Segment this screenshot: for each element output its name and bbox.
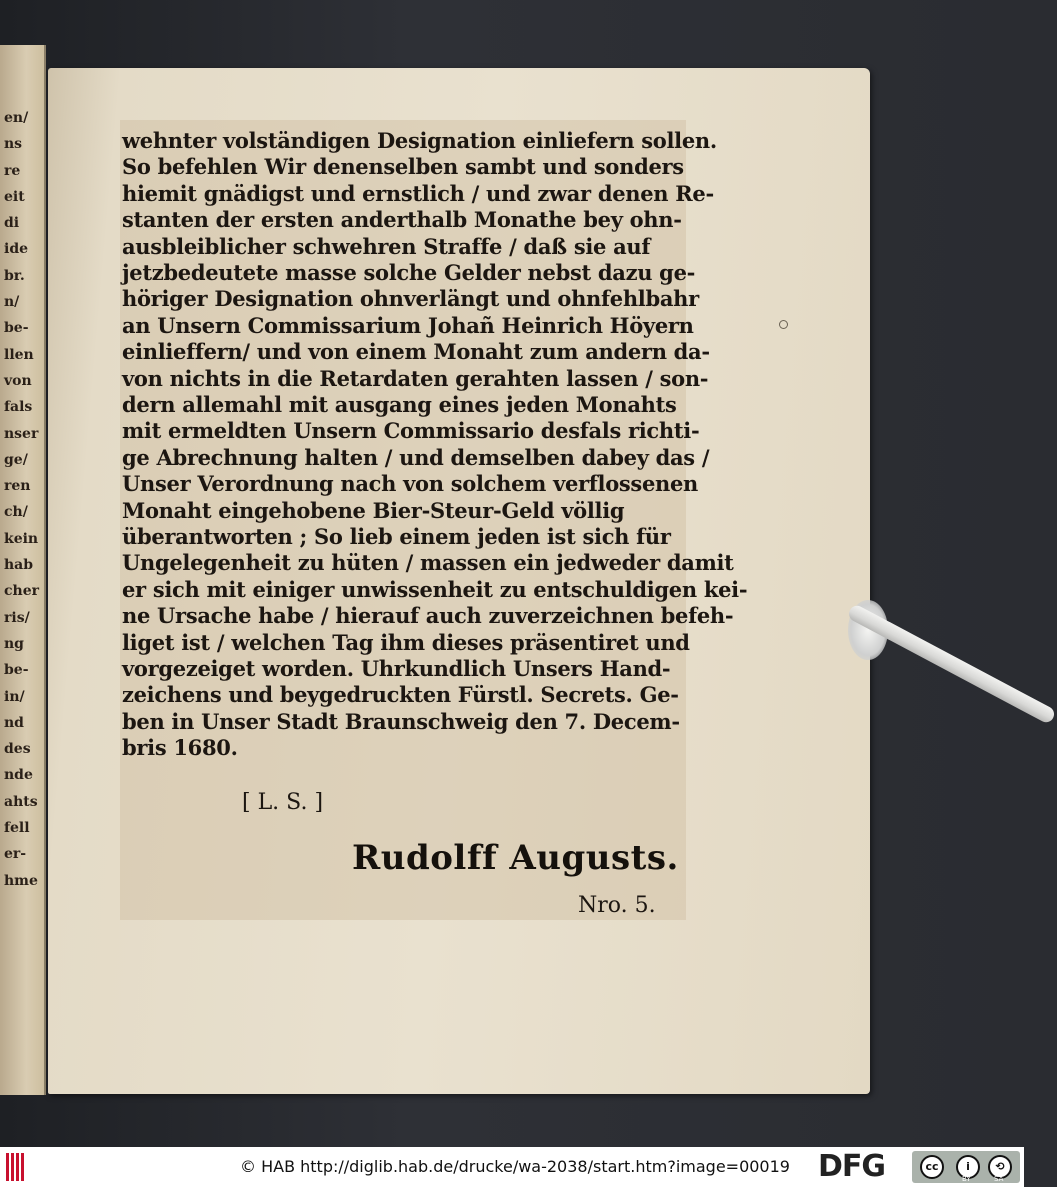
text-line: an Unsern Commissarium Johañ Heinrich Höyern: [122, 312, 694, 338]
cc-license-badge[interactable]: [912, 1151, 1020, 1183]
text-line: höriger Designation ohnverlängt und ohnfehlbahr: [122, 286, 699, 312]
text-line: ben in Unser Stadt Braunschweig den 7. Decem-: [122, 708, 680, 734]
text-line: wehnter volständigen Designation einliefern sollen.: [122, 128, 717, 153]
signature: Rudolff Augusts.: [352, 838, 679, 878]
previous-page-edge: [0, 45, 46, 1095]
seal-mark: [ L. S. ]: [242, 790, 324, 815]
text-line: mit ermeldten Unsern Commissario desfals richti-: [122, 418, 700, 444]
by-icon: i: [956, 1155, 980, 1179]
text-line: stanten der ersten anderthalb Monathe bey ohn-: [122, 207, 682, 233]
flag-icon: [6, 1153, 24, 1181]
sa-label: SA: [994, 1175, 1004, 1183]
text-line: liget ist / welchen Tag ihm dieses präsentiret und: [122, 629, 690, 655]
footer-bar: [0, 1147, 1024, 1187]
text-line: Unser Verordnung nach von solchem verflossenen: [122, 471, 699, 497]
text-line: überantworten ; So lieb einem jeden ist sich für: [122, 524, 671, 549]
text-line: ausbleiblicher schwehren Straffe / daß sie auf: [122, 233, 651, 259]
page-number: Nro. 5.: [578, 893, 656, 918]
cc-icon: cc: [920, 1155, 944, 1179]
text-line: bris 1680.: [122, 735, 238, 761]
text-line: von nichts in die Retardaten gerahten lassen / son-: [122, 365, 709, 391]
text-line: er sich mit einiger unwissenheit zu entschuldigen kei-: [122, 576, 748, 602]
text-line: einlieffern/ und von einem Monaht zum andern da-: [122, 339, 710, 365]
text-line: dern allemahl mit ausgang eines jeden Monahts: [122, 392, 677, 417]
text-line: jetzbedeutete masse solche Gelder nebst dazu ge-: [122, 260, 696, 285]
paper-hole: [779, 320, 788, 329]
text-line: ge Abrechnung halten / und demselben dabey das /: [122, 444, 710, 470]
sa-icon: ⟲: [988, 1155, 1012, 1179]
dfg-logo[interactable]: DFG: [818, 1149, 886, 1184]
page-pointer: [846, 603, 1057, 725]
previous-page-fragments: en/ ns re eit di ide br. n/ be- llen von fals nser ge/ ren ch/ kein hab cher ris/ ng be- in/ nd des nde ahts fell er- hme: [4, 110, 39, 889]
text-line: Ungelegenheit zu hüten / massen ein jedweder damit: [122, 550, 734, 576]
text-line: Monaht eingehobene Bier-Steur-Geld völlig: [122, 497, 625, 523]
text-line: vorgezeiget worden. Uhrkundlich Unsers Hand-: [122, 656, 671, 681]
text-line: ne Ursache habe / hierauf auch zuverzeichnen befeh-: [122, 603, 734, 629]
text-line: zeichens und beygedruckten Fürstl. Secrets. Ge-: [122, 682, 679, 708]
text-line: So befehlen Wir denenselben sambt und sonders: [122, 154, 684, 180]
source-link[interactable]: © HAB http://diglib.hab.de/drucke/wa-2038/start.htm?image=00019: [240, 1157, 790, 1176]
by-label: BY: [962, 1175, 971, 1183]
text-line: hiemit gnädigst und ernstlich / und zwar denen Re-: [122, 180, 714, 206]
